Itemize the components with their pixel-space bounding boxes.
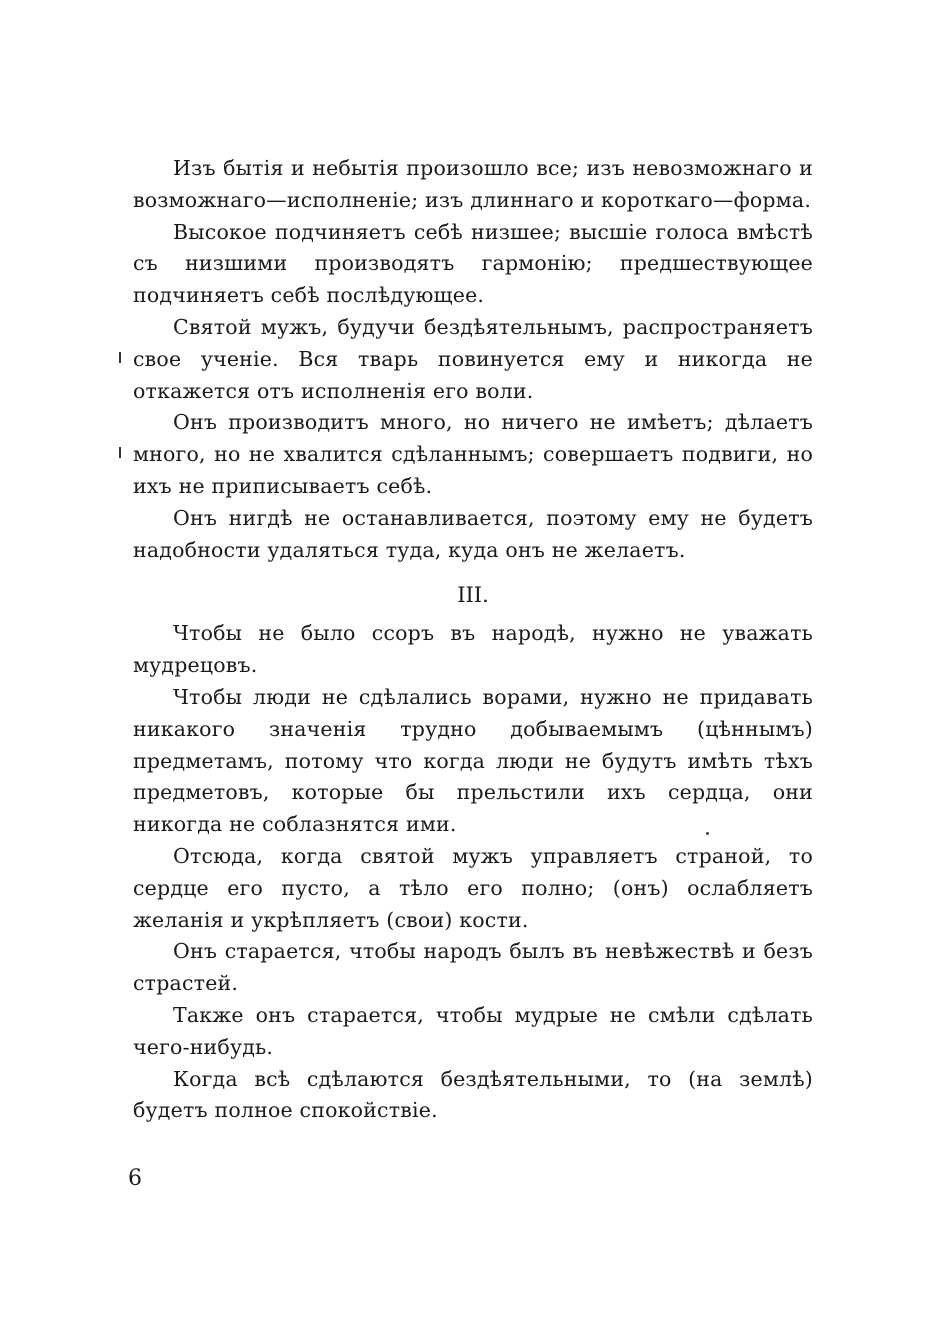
paragraph: Чтобы люди не сдѣлались ворами, нужно не придавать никакого значенія трудно добываемымъ (цѣннымъ) предметамъ, потому что когда люди не будутъ имѣть тѣхъ предметовъ, которые бы прельстили ихъ сердца, они никогда не соблазнятся ими. bbox=[133, 684, 813, 837]
margin-mark bbox=[119, 352, 121, 363]
page-number: 6 bbox=[128, 1166, 142, 1191]
page-body bbox=[133, 153, 813, 1127]
paragraph: Чтобы не было ссоръ въ народѣ, нужно не уважать мудрецовъ. bbox=[133, 621, 813, 678]
paragraph: Онъ нигдѣ не останавливается, поэтому ему не будетъ надобности удаляться туда, куда онъ не желаетъ. bbox=[133, 505, 813, 562]
paragraph: Когда всѣ сдѣлаются бездѣятельными, то (на землѣ) будетъ полное спокойствіе. bbox=[133, 1066, 813, 1123]
paragraph: Высокое подчиняетъ себѣ низшее; высшіе голоса вмѣстѣ съ низшими производятъ гармонію; предшествующее подчиняетъ себѣ послѣдующее. bbox=[133, 219, 813, 308]
paragraph: Святой мужъ, будучи бездѣятельнымъ, распространяетъ свое ученіе. Вся тварь повинуется ему и никогда не откажется отъ исполненія его воли. bbox=[133, 314, 813, 403]
margin-mark bbox=[119, 447, 121, 458]
paragraph: Изъ бытія и небытія произошло все; изъ невозможнаго и возможнаго—исполненіе; изъ длиннаго и короткаго—форма. bbox=[133, 156, 813, 212]
paragraph: Отсюда, когда святой мужъ управляетъ страной, то сердце его пусто, а тѣло его полно; (онъ) ослабляетъ желанія и укрѣпляетъ (свои) кости. bbox=[133, 843, 813, 932]
paragraph: Онъ старается, чтобы народъ былъ въ невѣжествѣ и безъ страстей. bbox=[133, 939, 813, 996]
section-heading: III. bbox=[457, 583, 489, 608]
paragraph: Также онъ старается, чтобы мудрые не смѣли сдѣлать чего-нибудь. bbox=[133, 1002, 813, 1059]
paragraph: Онъ производитъ много, но ничего не имѣетъ; дѣлаетъ много, но не хвалится сдѣланнымъ; совершаетъ подвиги, но ихъ не приписываетъ себѣ. bbox=[133, 410, 813, 498]
